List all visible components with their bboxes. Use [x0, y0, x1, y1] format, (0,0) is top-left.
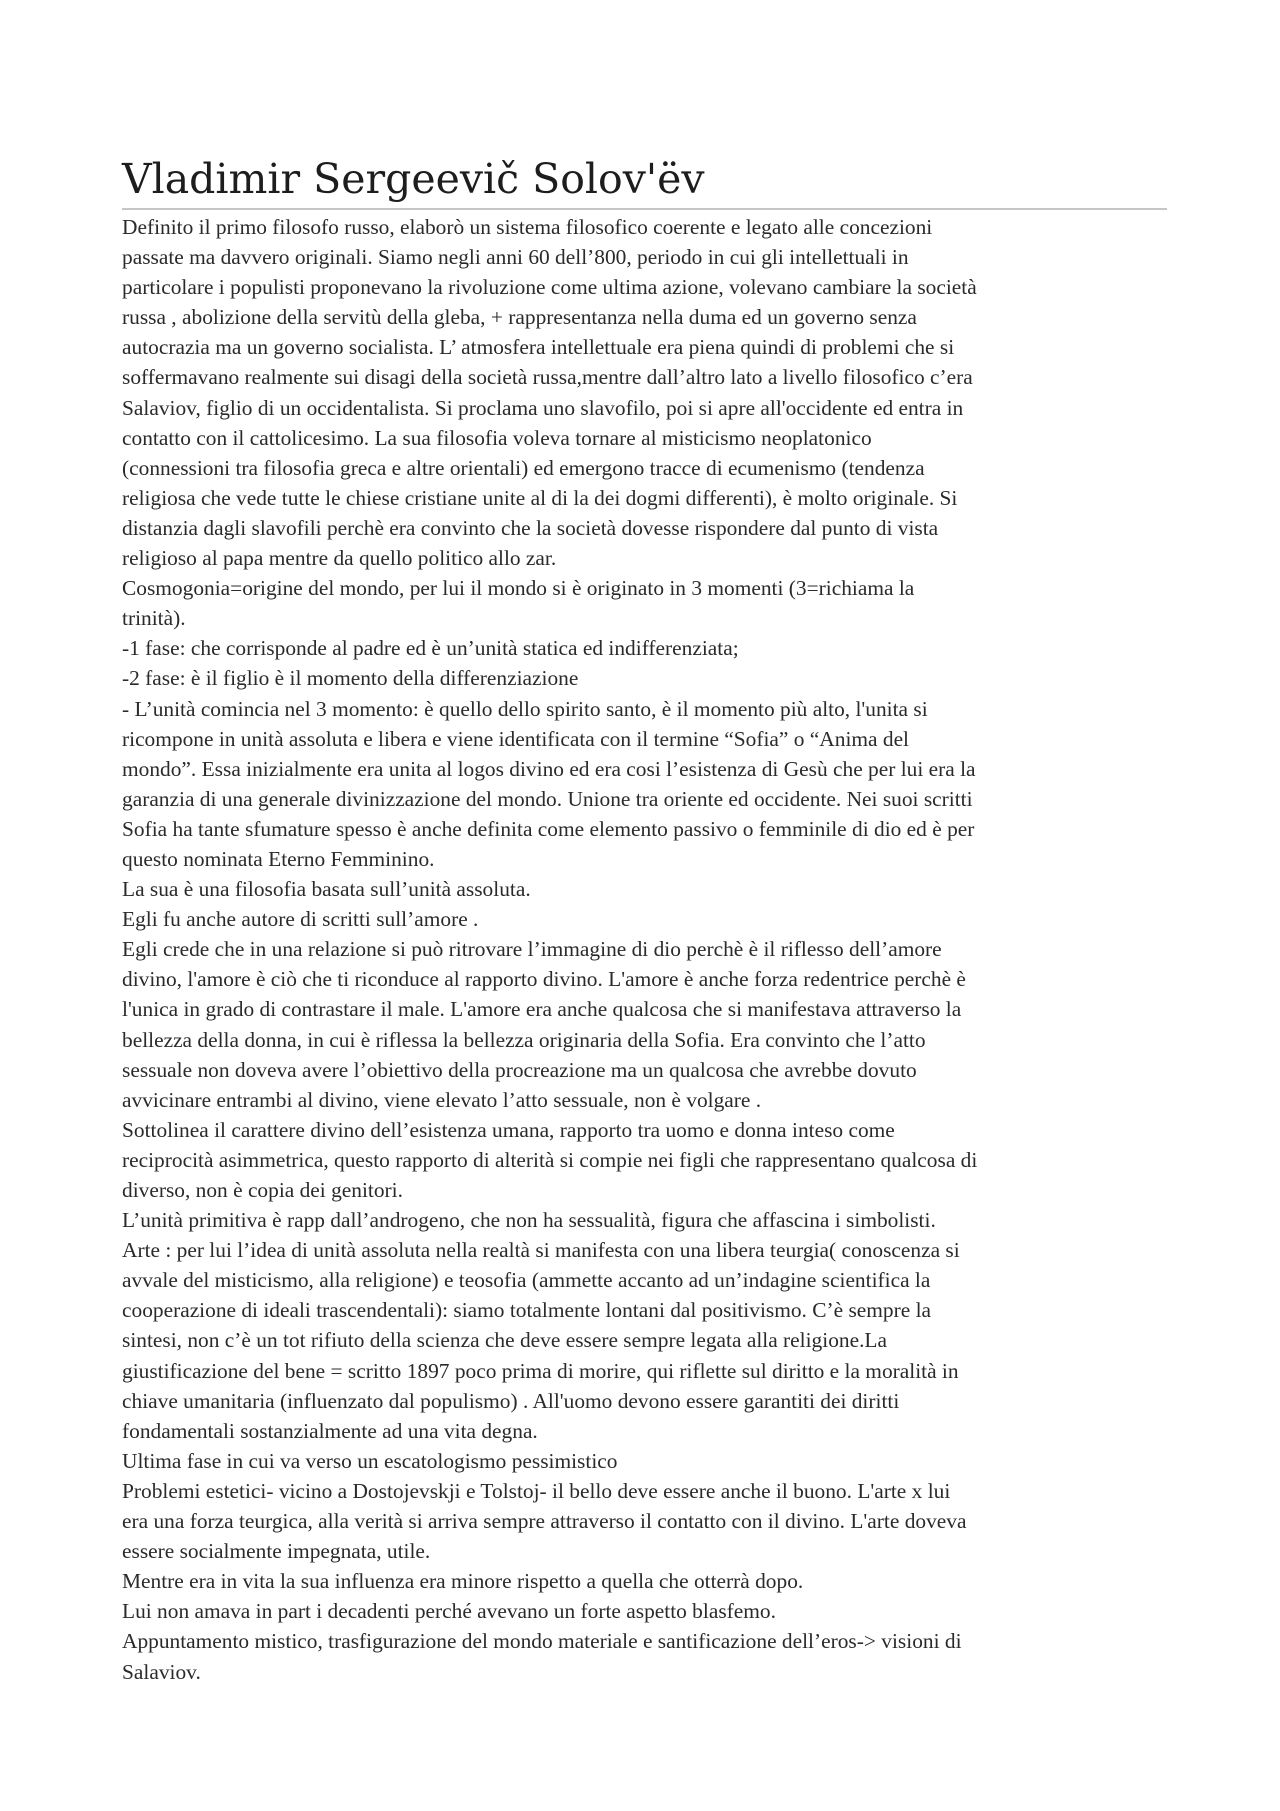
body-text-line: sintesi, non c’è un tot rifiuto della scienza che deve essere sempre legata alla religione.La — [122, 1328, 887, 1353]
body-text-line: religioso al papa mentre da quello politico allo zar. — [122, 546, 557, 571]
body-text-line: chiave umanitaria (influenzato dal populismo) . All'uomo devono essere garantiti dei diritti — [122, 1388, 900, 1413]
body-text-line: cooperazione di ideali trascendentali): siamo totalmente lontani dal positivismo. C’è sempre la — [122, 1298, 932, 1323]
body-text-line: avvicinare entrambi al divino, viene elevato l’atto sessuale, non è volgare . — [122, 1087, 762, 1112]
body-text-line: soffermavano realmente sui disagi della società russa,mentre dall’altro lato a livello filosofico c’era — [122, 365, 973, 390]
body-text-line: distanzia dagli slavofili perchè era convinto che la società dovesse rispondere dal punto di vista — [122, 515, 939, 540]
body-text-line: Salaviov. — [122, 1659, 201, 1684]
body-text-line: fondamentali sostanzialmente ad una vita degna. — [122, 1418, 538, 1443]
document-title: Vladimir Sergeevič Solov'ëv — [122, 155, 705, 203]
body-text-line: ricompone in unità assoluta e libera e viene identificata con il termine “Sofia” o “Anima del — [122, 726, 910, 751]
body-text-line: Sofia ha tante sfumature spesso è anche definita come elemento passivo o femminile di dio ed è per — [122, 816, 975, 841]
body-text-line: particolare i populisti proponevano la rivoluzione come ultima azione, volevano cambiare la società — [122, 275, 977, 300]
body-text-line: russa , abolizione della servitù della gleba, + rappresentanza nella duma ed un governo senza — [122, 305, 917, 330]
document-body — [122, 212, 1172, 1687]
body-text-line: bellezza della donna, in cui è riflessa la bellezza originaria della Sofia. Era convinto che l’atto — [122, 1027, 926, 1052]
body-text-line: Problemi estetici- vicino a Dostojevskji e Tolstoj- il bello deve essere anche il buono. L'arte x lui — [122, 1478, 951, 1503]
body-text-line: mondo”. Essa inizialmente era unita al logos divino ed era cosi l’esistenza di Gesù che per lui era la — [122, 756, 976, 781]
body-text-line: -2 fase: è il figlio è il momento della differenziazione — [122, 666, 579, 691]
body-text-line: divino, l'amore è ciò che ti riconduce al rapporto divino. L'amore è anche forza redentrice perchè è — [122, 967, 966, 992]
body-text-line: reciprocità asimmetrica, questo rapporto di alterità si compie nei figli che rappresentano qualcosa di — [122, 1147, 978, 1172]
body-text-line: Sottolinea il carattere divino dell’esistenza umana, rapporto tra uomo e donna inteso come — [122, 1117, 895, 1142]
body-text-line: La sua è una filosofia basata sull’unità assoluta. — [122, 877, 531, 902]
body-text-line: sessuale non doveva avere l’obiettivo della procreazione ma un qualcosa che avrebbe dovuto — [122, 1057, 917, 1082]
body-text-line: garanzia di una generale divinizzazione del mondo. Unione tra oriente ed occidente. Nei suoi scritti — [122, 786, 973, 811]
body-text-line: Definito il primo filosofo russo, elaborò un sistema filosofico coerente e legato alle concezioni — [122, 215, 933, 239]
body-text-line: religiosa che vede tutte le chiese cristiane unite al di la dei dogmi differenti), è molto originale. Si — [122, 485, 958, 510]
body-text-line: l'unica in grado di contrastare il male. L'amore era anche qualcosa che si manifestava attraverso la — [122, 997, 962, 1022]
body-text-line: Ultima fase in cui va verso un escatologismo pessimistico — [122, 1448, 618, 1473]
body-text-line: - L’unità comincia nel 3 momento: è quello dello spirito santo, è il momento più alto, l'unita si — [122, 696, 928, 721]
body-text-line: Cosmogonia=origine del mondo, per lui il mondo si è originato in 3 momenti (3=richiama la — [122, 576, 915, 601]
body-text-line: autocrazia ma un governo socialista. L’ atmosfera intellettuale era piena quindi di problemi che si — [122, 335, 955, 360]
body-text-line: -1 fase: che corrisponde al padre ed è un’unità statica ed indifferenziata; — [122, 636, 739, 661]
body-text-line: diverso, non è copia dei genitori. — [122, 1178, 403, 1202]
body-text-line: Egli crede che in una relazione si può ritrovare l’immagine di dio perchè è il riflesso dell’amore — [122, 937, 942, 962]
body-text-line: Appuntamento mistico, trasfigurazione del mondo materiale e santificazione dell’eros-> visioni di — [122, 1629, 962, 1654]
body-text-line: trinità). — [122, 606, 186, 631]
body-text-line: L’unità primitiva è rapp dall’androgeno, che non ha sessualità, figura che affascina i simbolisti. — [122, 1208, 936, 1233]
body-text-line: questo nominata Eterno Femminino. — [122, 846, 435, 871]
body-text-line: Arte : per lui l’idea di unità assoluta nella realtà si manifesta con una libera teurgia( conoscenza si — [122, 1238, 960, 1263]
body-text-line: era una forza teurgica, alla verità si arriva sempre attraverso il contatto con il divino. L'arte doveva — [122, 1509, 967, 1534]
body-text-line: Egli fu anche autore di scritti sull’amore . — [122, 907, 479, 932]
body-text-line: Mentre era in vita la sua influenza era minore rispetto a quella che otterrà dopo. — [122, 1569, 804, 1594]
body-text-line: (connessioni tra filosofia greca e altre orientali) ed emergono tracce di ecumenismo (tendenza — [122, 455, 925, 480]
body-text-line: passate ma davvero originali. Siamo negli anni 60 dell’800, periodo in cui gli intellettuali in — [122, 245, 909, 270]
body-text-line: Salaviov, figlio di un occidentalista. Si proclama uno slavofilo, poi si apre all'occidente ed entra in — [122, 395, 964, 420]
body-text-line: essere socialmente impegnata, utile. — [122, 1539, 431, 1564]
body-text-line: contatto con il cattolicesimo. La sua filosofia voleva tornare al misticismo neoplatonico — [122, 425, 872, 450]
body-text-line: giustificazione del bene = scritto 1897 poco prima di morire, qui riflette sul diritto e la moralità in — [122, 1358, 959, 1383]
body-text-line: Lui non amava in part i decadenti perché avevano un forte aspetto blasfemo. — [122, 1599, 776, 1624]
title-underline — [122, 208, 1167, 210]
body-text-line: avvale del misticismo, alla religione) e teosofia (ammette accanto ad un’indagine scientifica la — [122, 1268, 931, 1293]
